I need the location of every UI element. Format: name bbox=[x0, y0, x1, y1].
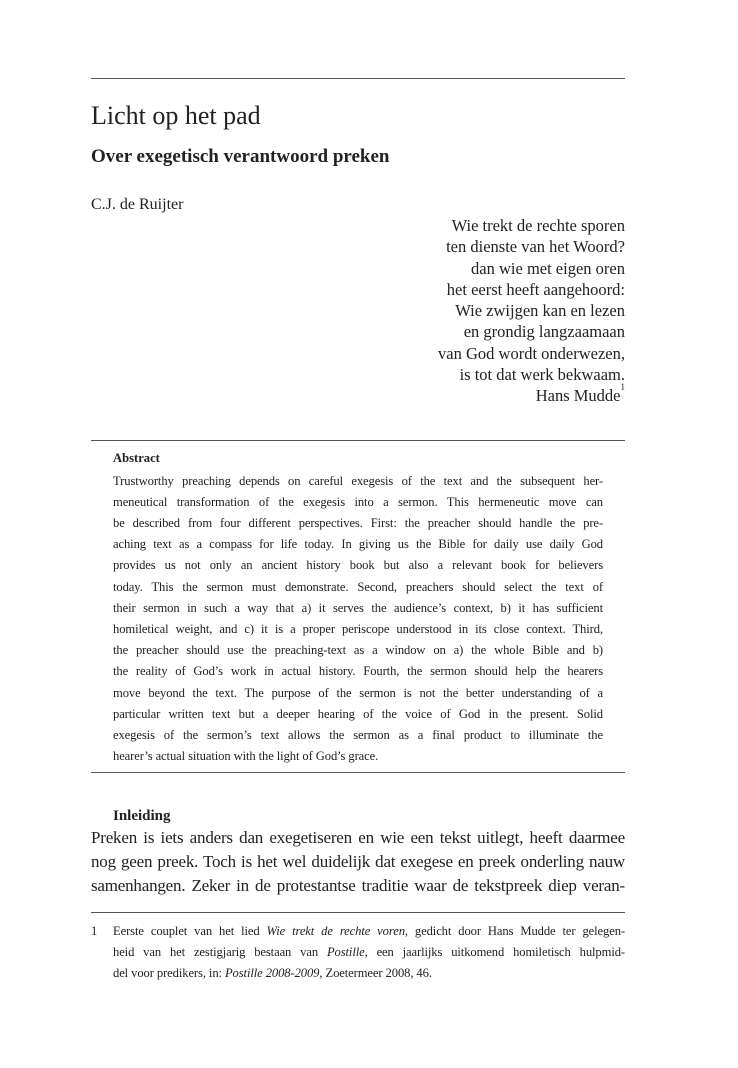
poem-line: Wie zwijgen kan en lezen bbox=[455, 301, 625, 321]
footnote-italic: Postille 2008-2009, bbox=[224, 966, 323, 981]
poem-line: ten dienste van het Woord? bbox=[446, 237, 625, 257]
poem-line: dan wie met eigen oren bbox=[471, 258, 625, 278]
footnote-italic: Wie trekt de rechte voren bbox=[266, 924, 405, 939]
abstract-line: aching text as a compass for life today. In giving us the Bible for daily use daily God bbox=[113, 537, 603, 552]
footnote-text: heid van het zestigjarig bestaan van bbox=[113, 945, 327, 960]
attribution-name: Hans Mudde bbox=[535, 386, 621, 406]
body-text bbox=[91, 826, 625, 898]
abstract-line: particular written text but a deeper hearing of the voice of God in the present. Solid bbox=[113, 706, 603, 721]
article-page bbox=[91, 78, 625, 984]
abstract-line: today. This the sermon must demonstrate. Second, preachers should select the text of bbox=[113, 579, 603, 594]
abstract-line: their sermon in such a way that a) it serves the audience’s context, b) it has sufficient bbox=[113, 600, 603, 615]
article-title: Licht op het pad bbox=[91, 101, 261, 130]
footnote-line bbox=[113, 942, 625, 963]
footnote-ref[interactable]: 1 bbox=[620, 382, 625, 393]
footnote-line bbox=[113, 963, 625, 984]
abstract-line: the preacher should use the preaching-text as a window on a) the whole Bible and b) bbox=[113, 643, 603, 658]
abstract-line: hearer’s actual situation with the light of God’s grace. bbox=[113, 749, 379, 764]
abstract-line: be described from four different perspectives. First: the preacher should handle the pre- bbox=[113, 516, 603, 531]
abstract-heading: Abstract bbox=[113, 450, 160, 465]
footnote-rule bbox=[91, 912, 625, 913]
poem-line: en grondig langzaamaan bbox=[463, 322, 625, 342]
abstract bbox=[113, 450, 603, 768]
author: C.J. de Ruijter bbox=[91, 196, 184, 213]
footnote-text: del voor predikers, in: bbox=[113, 966, 225, 981]
poem-line: Wie trekt de rechte sporen bbox=[451, 216, 625, 235]
article-subtitle: Over exegetisch verantwoord preken bbox=[91, 146, 390, 167]
footnote-italic: Postille, bbox=[326, 945, 368, 960]
body-line: nog geen preek. Toch is het wel duidelijk dat exegese en preek onderling nauw bbox=[91, 852, 625, 872]
body-line: samenhangen. Zeker in de protestantse traditie waar de tekstpreek diep veran- bbox=[91, 876, 625, 896]
footnote-text: Zoetermeer 2008, 46. bbox=[322, 966, 432, 981]
abstract-line: provides us not only an ancient history book but also a relevant book for believers bbox=[113, 558, 603, 573]
poem-attribution bbox=[91, 382, 625, 406]
abstract-bottom-rule bbox=[91, 772, 625, 773]
poem-line: het eerst heeft aangehoord: bbox=[446, 279, 625, 299]
top-rule bbox=[91, 78, 625, 79]
abstract-line: move beyond the text. The purpose of the sermon is not the better understanding of a bbox=[113, 685, 603, 700]
abstract-line: exegesis of the sermon’s text allows the sermon as a final product to illuminate the bbox=[113, 727, 603, 742]
footnote-number: 1 bbox=[91, 924, 98, 939]
epigraph-poem bbox=[91, 215, 625, 407]
abstract-line: homiletical weight, and c) it is a proper periscope understood in its close context. Third, bbox=[113, 621, 603, 636]
abstract-line: the reality of God’s work in actual history. Fourth, the sermon should help the hearers bbox=[113, 664, 603, 679]
footnote-text: , gedicht door Hans Mudde ter gelegen- bbox=[404, 924, 625, 939]
poem-line: van God wordt onderwezen, bbox=[438, 343, 625, 363]
footnote-line bbox=[113, 921, 625, 942]
footnote bbox=[91, 921, 625, 984]
footnote-text: Eerste couplet van het lied bbox=[113, 924, 267, 939]
abstract-line: Trustworthy preaching depends on careful exegesis of the text and the subsequent her- bbox=[113, 473, 603, 488]
abstract-line: meneutical transformation of the exegesis into a sermon. This hermeneutic move can bbox=[113, 494, 603, 509]
footnote-text: een jaarlijks uitkomend homiletisch hulpmid- bbox=[367, 945, 626, 960]
body-line: Preken is iets anders dan exegetiseren en wie een tekst uitlegt, heeft daarmee bbox=[91, 828, 625, 848]
poem-line: is tot dat werk bekwaam. bbox=[459, 365, 625, 385]
abstract-top-rule bbox=[91, 440, 625, 441]
section-heading: Inleiding bbox=[113, 808, 171, 825]
